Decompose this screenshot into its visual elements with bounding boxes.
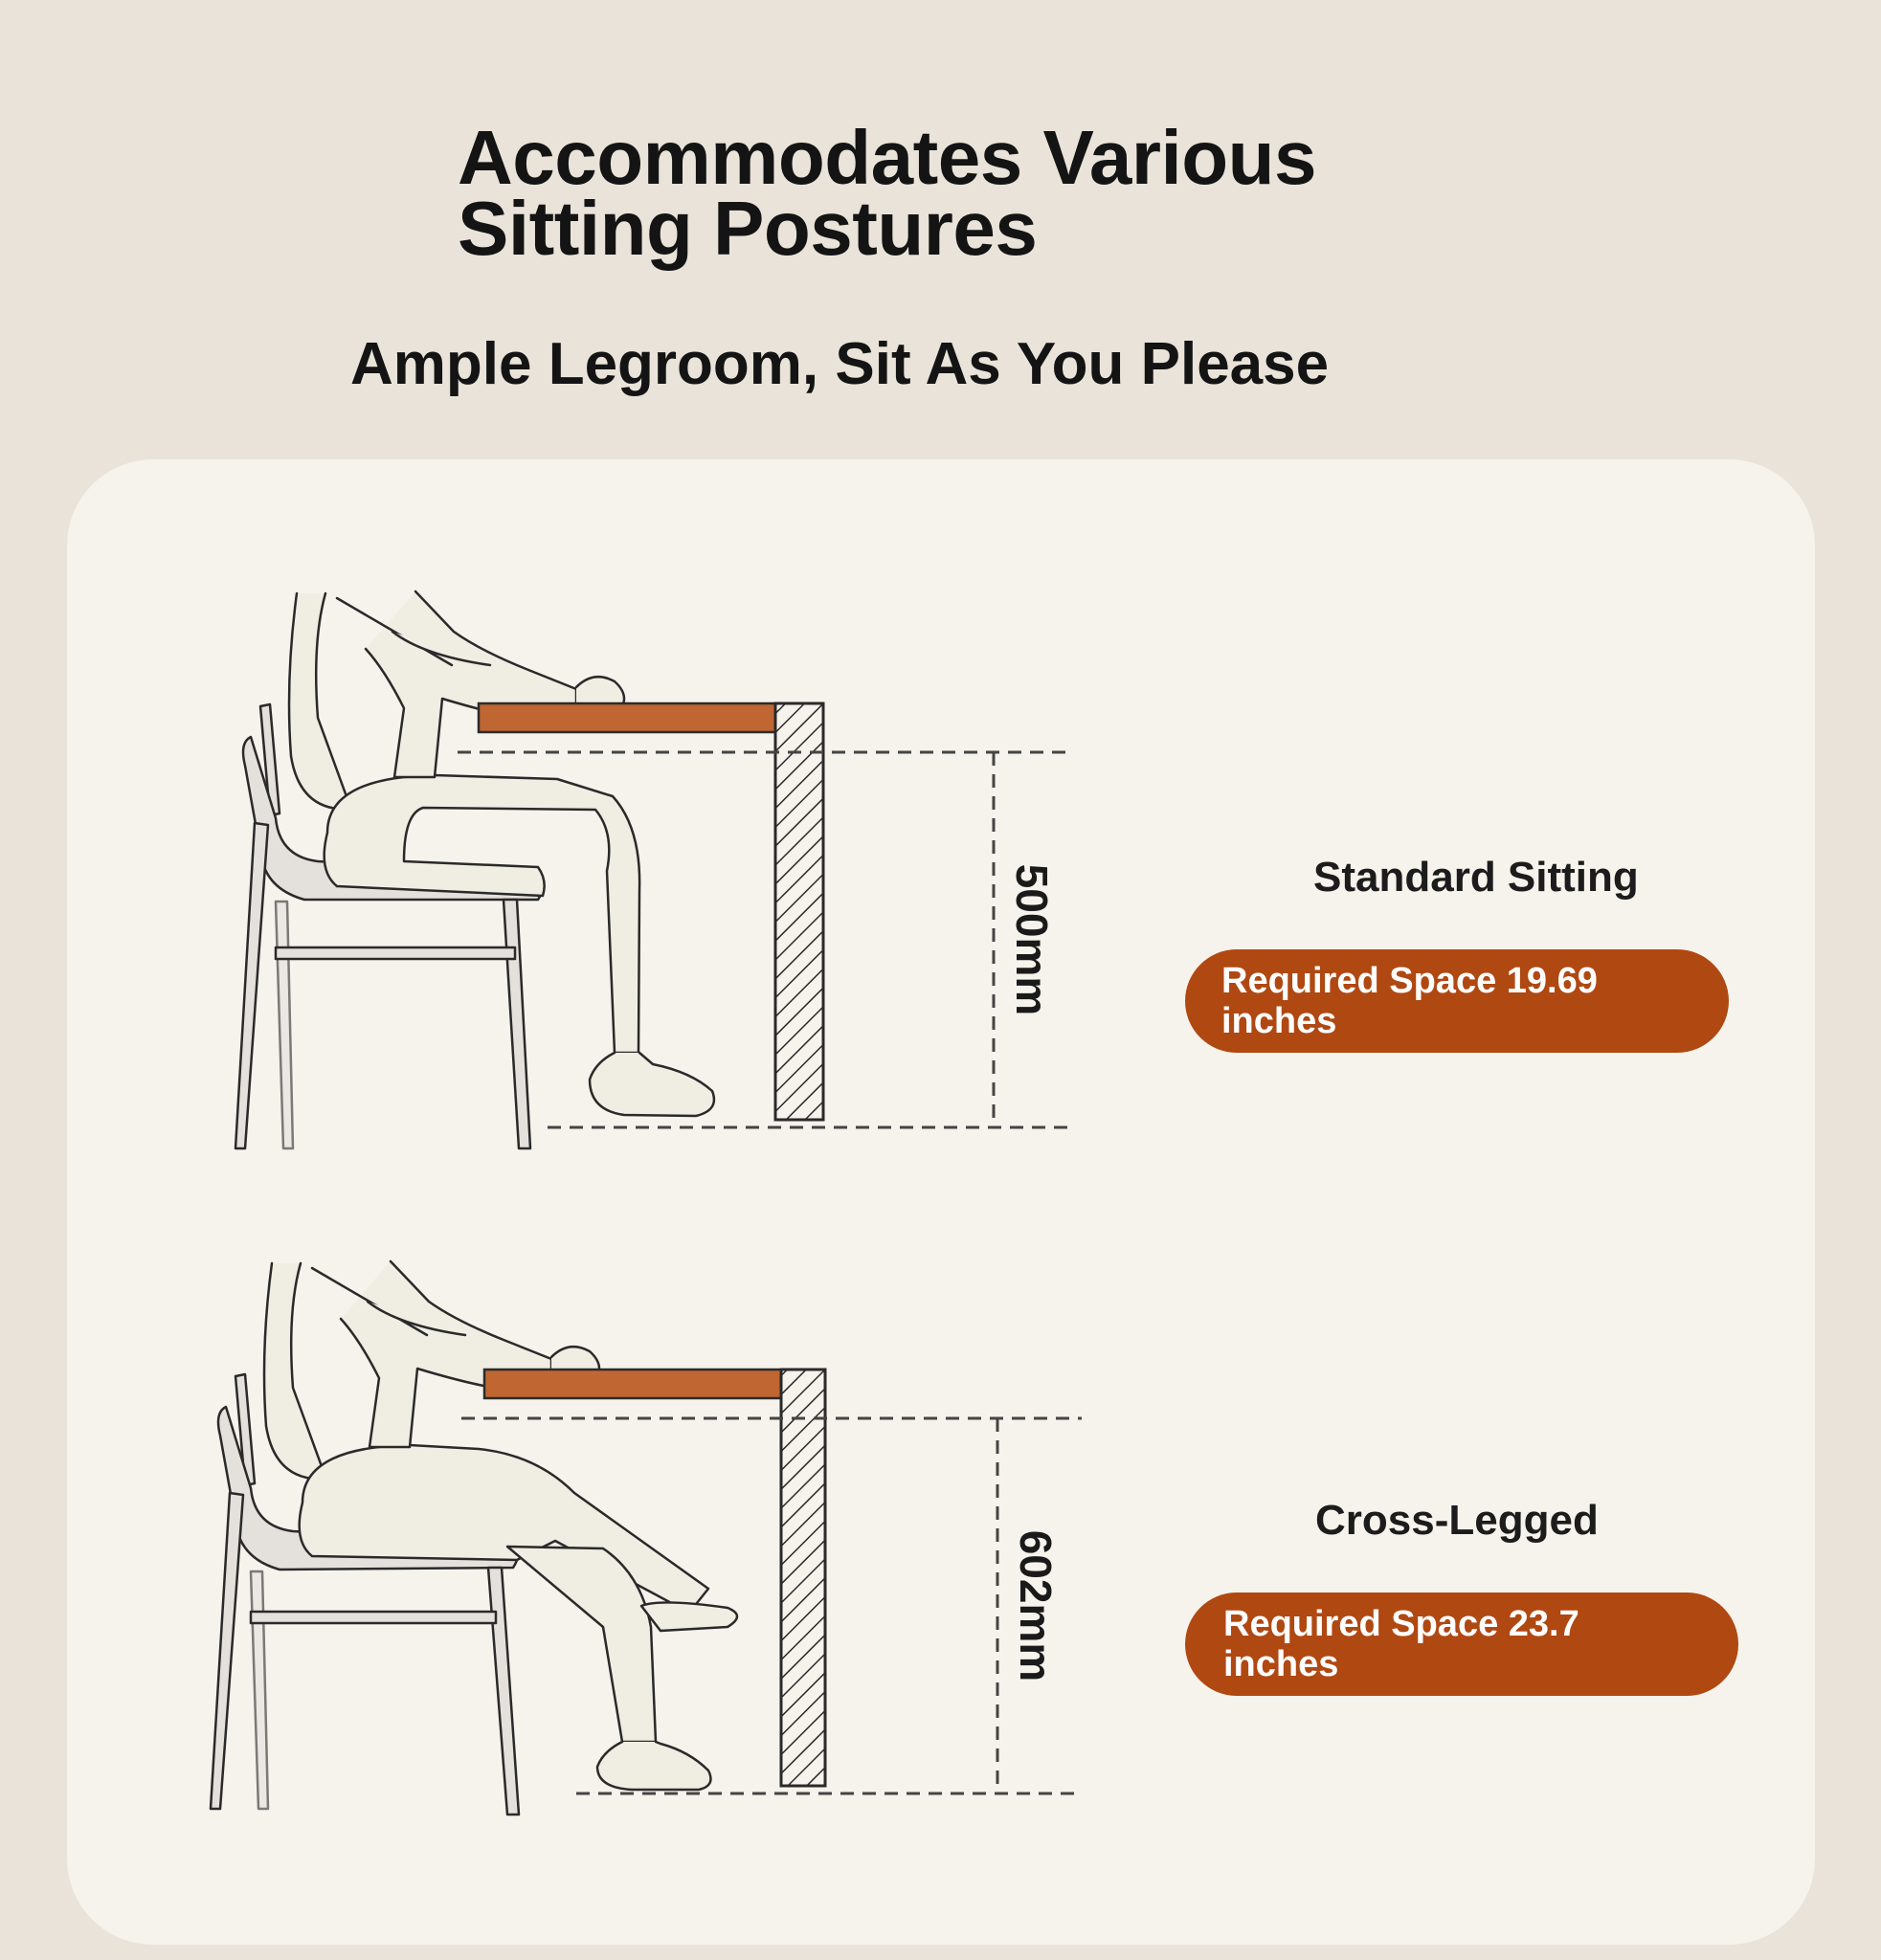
dimension-label-cross-legged: 602mm <box>1011 1529 1061 1682</box>
standard-sitting-diagram <box>213 574 1103 1168</box>
dimension-lines <box>461 1418 1082 1793</box>
posture-label-standard: Standard Sitting <box>1313 854 1639 901</box>
posture-label-cross-legged: Cross-Legged <box>1315 1497 1599 1544</box>
dimension-label-standard: 500mm <box>1007 863 1057 1016</box>
table-top <box>484 1370 781 1398</box>
chair-icon <box>235 704 543 1148</box>
cross-legged-diagram <box>191 1244 1110 1838</box>
required-space-badge-cross-legged <box>1185 1592 1738 1696</box>
chair-icon <box>211 1374 519 1815</box>
seated-person-icon <box>289 591 714 1116</box>
required-space-text-cross-legged: Required Space 23.7 inches <box>1223 1604 1579 1684</box>
table-leg <box>781 1370 825 1786</box>
title-line-2: Sitting Postures <box>458 186 1038 271</box>
table-leg <box>775 703 823 1120</box>
table-top <box>479 703 775 732</box>
page-title <box>458 115 1316 271</box>
title-line-1: Accommodates Various <box>458 115 1316 200</box>
required-space-text-standard: Required Space 19.69 inches <box>1221 961 1598 1041</box>
required-space-badge-standard <box>1185 949 1729 1053</box>
page-subtitle: Ample Legroom, Sit As You Please <box>350 331 1330 397</box>
